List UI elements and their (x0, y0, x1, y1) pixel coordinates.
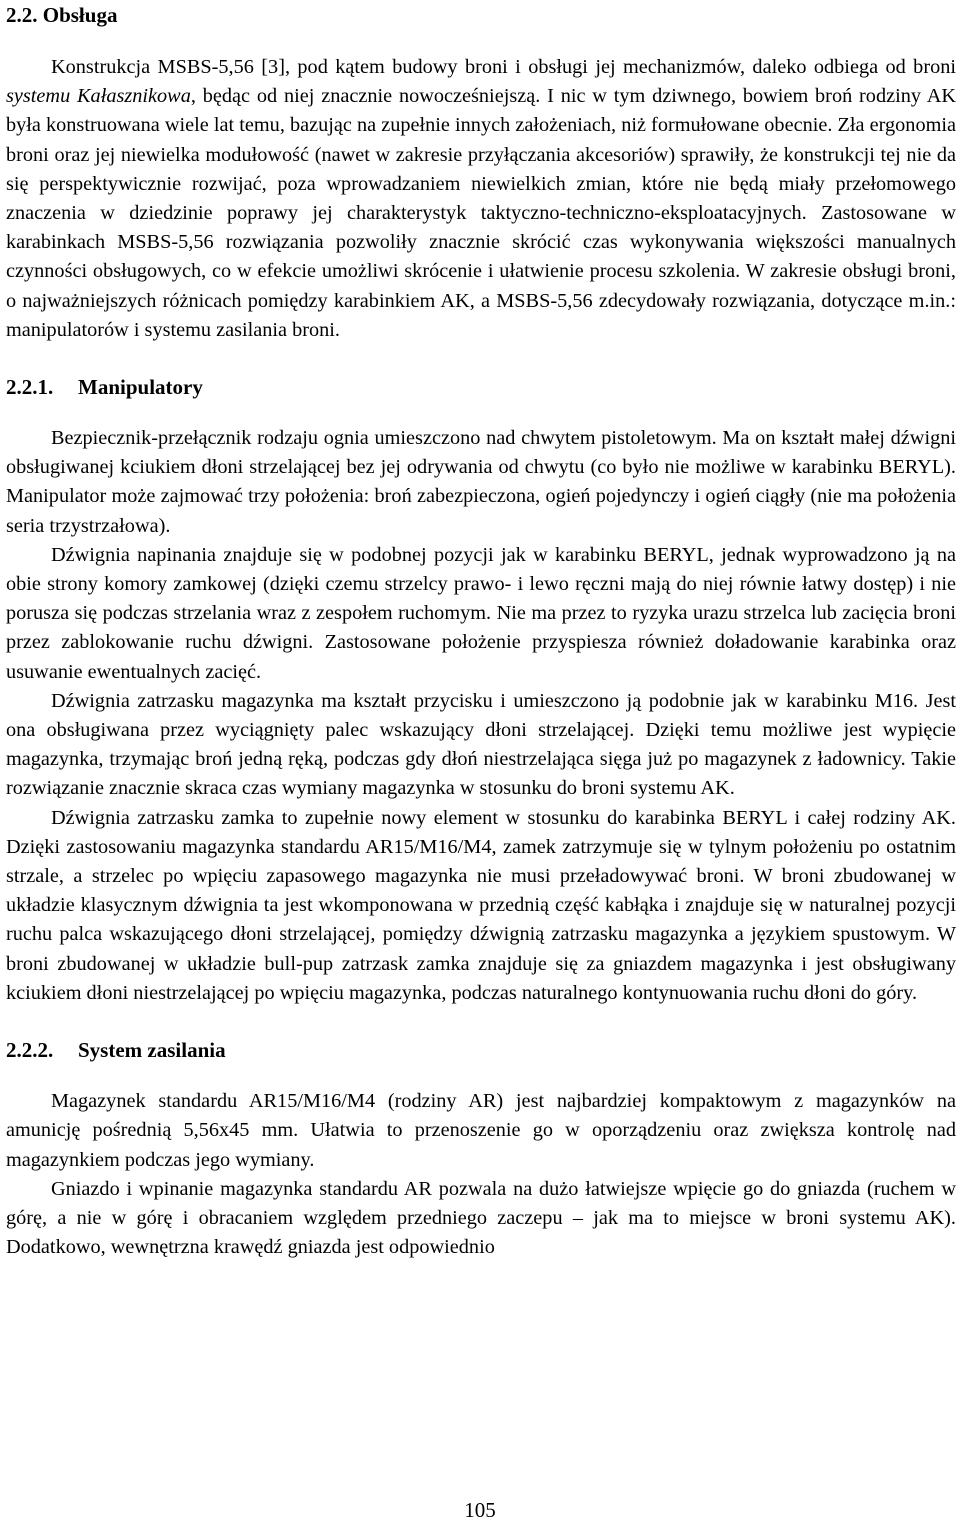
paragraph: Bezpiecznik-przełącznik rodzaju ognia umieszczono nad chwytem pistoletowym. Ma on kształt małej dźwigni obsługiwanej kciukiem dłoni strzelającej bez jej odrywania od chwytu (co było nie możliwe w karabinku BERYL). Manipulator może zajmować trzy położenia: broń zabezpieczona, ogień pojedynczy i ogień ciągły (nie ma położenia seria trzystrzałowa). (6, 427, 956, 537)
paragraph: Dźwignia napinania znajduje się w podobnej pozycji jak w karabinku BERYL, jednak wyprowadzono ją na obie strony komory zamkowej (dzięki czemu strzelcy prawo- i lewo ręczni mają do niej równie łatwy dostęp) i nie porusza się podczas strzelania wraz z zespołem ruchomym. Nie ma przez to ryzyka urazu strzelca lub zacięcia broni przez zablokowanie ruchu dźwigni. Zastosowane położenie przyspiesza również doładowanie karabinka oraz usuwanie ewentualnych zacięć. (6, 543, 956, 683)
section-title: 2.2. Obsługa (6, 3, 118, 27)
subsection-number: 2.2.1. (6, 375, 54, 400)
paragraph: Dźwignia zatrzasku magazynka ma kształt przycisku i umieszczono ją podobnie jak w karabinku M16. Jest ona obsługiwana przez wyciągnięty palec wskazujący dłoni strzelającej. Dzięki temu możliwe jest wypięcie magazynka, trzymając broń jedną ręką, podczas gdy dłoń niestrzelająca sięga już po magazynek z ładownicy. Takie rozwiązanie znacznie skraca czas wymiany magazynka w stosunku do broni systemu AK. (6, 689, 956, 800)
intro-emphasis: systemu Kałasznikowa (6, 85, 191, 108)
paragraph: Gniazdo i wpinanie magazynka standardu AR pozwala na dużo łatwiejsze wpięcie go do gniazda (ruchem w górę, a nie w górę i obracaniem względem przedniego zaczepu – jak ma to miejsce w broni systemu AK). Dodatkowo, wewnętrzna krawędź gniazda jest odpowiednio (6, 1177, 956, 1259)
subsection-heading-system-zasilania (6, 1036, 956, 1064)
page-content (6, 0, 956, 1262)
intro-text-part2: , będąc od niej znacznie nowocześniejszą. I nic w tym dziwnego, bowiem broń rodziny AK była konstruowana wiele lat temu, bazując na zupełnie innych założeniach, niż formułowane obecnie. Zła ergonomia broni oraz jej niewielka modułowość (nawet w zakresie przyłączania akcesoriów) sprawiły, że konstrukcji tej nie da się perspektywicznie rozwijać, poza wprowadzaniem niewielkich zmian, które nie będą miały przełomowego znaczenia w dziedzinie poprawy jej charakterystyk taktyczno-techniczno-eksploatacyjnych. Zastosowane w karabinkach MSBS-5,56 rozwiązania pozwoliły znacznie skrócić czas wykonywania większości manualnych czynności obsługowych, co w efekcie umożliwi skrócenie i ułatwienie procesu szkolenia. W zakresie obsługi broni, o najważniejszych różnicach pomiędzy karabinkiem AK, a MSBS-5,56 zdecydowały rozwiązania, dotyczące m.in.: manipulatorów i systemu zasilania broni. (6, 85, 956, 341)
paragraph: Dźwignia zatrzasku zamka to zupełnie nowy element w stosunku do karabinka BERYL i całej rodziny AK. Dzięki zastosowaniu magazynka standardu AR15/M16/M4, zamek zatrzymuje się w tylnym położeniu po ostatnim strzale, a strzelec po wpięciu zapasowego magazynka nie musi przeładowywać broni. W broni zbudowanej w układzie klasycznym dźwignia ta jest wkomponowana w przednią część kabłąka i znajduje się w naturalnej pozycji ruchu palca wskazującego dłoni strzelającej, pomiędzy dźwignią zatrzasku magazynka a językiem spustowym. W broni zbudowanej w układzie bull-pup zatrzask zamka znajduje się za gniazdem magazynka i jest obsługiwany kciukiem dłoni niestrzelającej po wpięciu magazynka, podczas naturalnego kontynuowania ruchu dłoni do góry. (6, 806, 956, 1004)
subsection-title: System zasilania (78, 1038, 226, 1063)
paragraph: Magazynek standardu AR15/M16/M4 (rodziny AR) jest najbardziej kompaktowym z magazynków na amunicję pośrednią 5,56x45 mm. Ułatwia to przenoszenie go w oporządzeniu oraz zwiększa kontrolę nad magazynkiem podczas jego wymiany. (6, 1090, 956, 1171)
subsection-number: 2.2.2. (6, 1038, 54, 1063)
subsection-heading-manipulatory (6, 373, 956, 401)
intro-text-part1: Konstrukcja MSBS-5,56 [3], pod kątem budowy broni i obsługi jej mechanizmów, daleko odbiega od broni (51, 56, 956, 78)
intro-paragraph (6, 53, 956, 345)
page-number: 105 (464, 1498, 496, 1522)
subsection-title: Manipulatory (78, 375, 203, 400)
